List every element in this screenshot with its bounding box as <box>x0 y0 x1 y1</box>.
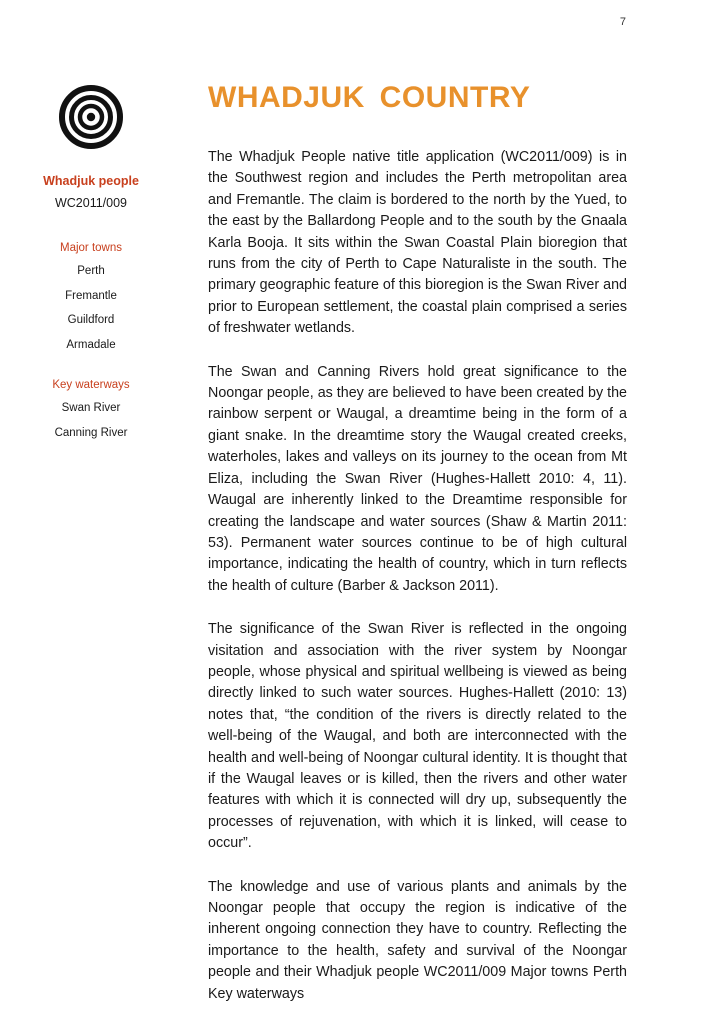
claim-code: WC2011/009 <box>54 196 128 210</box>
main-content <box>208 78 627 1027</box>
waterway-item: Canning River <box>54 426 128 439</box>
group-title: Whadjuk people <box>43 174 139 188</box>
town-item: Armadale <box>66 338 116 351</box>
body-paragraph: The Whadjuk People native title application (WC2011/009) is in the Southwest region and includes the Perth metropolitan area and Fremantle. The claim is bordered to the north by the Yued, to the east by the Ballardong People and to the south by the Gnaala Karla Booja. It sits within the Swan Coastal Plain bioregion that runs from the city of Perth to Cape Naturaliste in the south. The primary geographic feature of this bioregion is the Swan River and prior to European settlement, the coastal plain comprised a series of freshwater wetlands. <box>208 149 627 337</box>
body-paragraph: The knowledge and use of various plants and animals by the Noongar people that occupy the region is indicative of the inherent ongoing connection they have to country. Reflecting the importance to the health, safety and survival of the Noongar people and their Whadjuk people WC2011/009 Major towns Perth Key waterways <box>208 878 627 1002</box>
key-waterways-label: Key waterways <box>52 379 130 391</box>
page-number: 7 <box>619 16 626 28</box>
sidebar <box>30 84 152 440</box>
body-paragraph: The significance of the Swan River is reflected in the ongoing visitation and association with the river system by Noongar people, whose physical and spiritual wellbeing is viewed as being directly linked to such water sources. Hughes-Hallett (2010: 13) notes that, “the condition of the rivers is directly related to the well-being of the Waugal, and both are interconnected with the health and well-being of Noongar cultural identity. It is thought that if the Waugal leaves or is killed, then the rivers and other water features with which it is connected will dry up, subsequently the processes of rejuvenation, with which it is linked, will cease to occur”. <box>208 621 627 852</box>
page-title: WHADJUK COUNTRY <box>208 81 531 114</box>
town-item: Fremantle <box>65 289 117 302</box>
town-item: Perth <box>77 265 105 277</box>
concentric-circles-icon <box>58 84 124 150</box>
waterway-item: Swan River <box>61 402 121 414</box>
body-paragraph: The Swan and Canning Rivers hold great significance to the Noongar people, as they are believed to have been created by the rainbow serpent or Waugal, a dreamtime being in the form of a giant snake. In the dreamtime story the Waugal created creeks, waterholes, lakes and valleys on its journey to the ocean from Mt Eliza, including the Swan River (Hughes-Hallett 2010: 4, 11). Waugal are inherently linked to the Dreamtime responsible for creating the landscape and water sources (Shaw & Martin 2011: 53). Permanent water sources continue to be of high cultural importance, indicating the health of country, which in turn reflects the health of culture (Barber & Jackson 2011). <box>208 363 627 594</box>
major-towns-label: Major towns <box>60 242 122 254</box>
town-item: Guildford <box>67 314 115 326</box>
